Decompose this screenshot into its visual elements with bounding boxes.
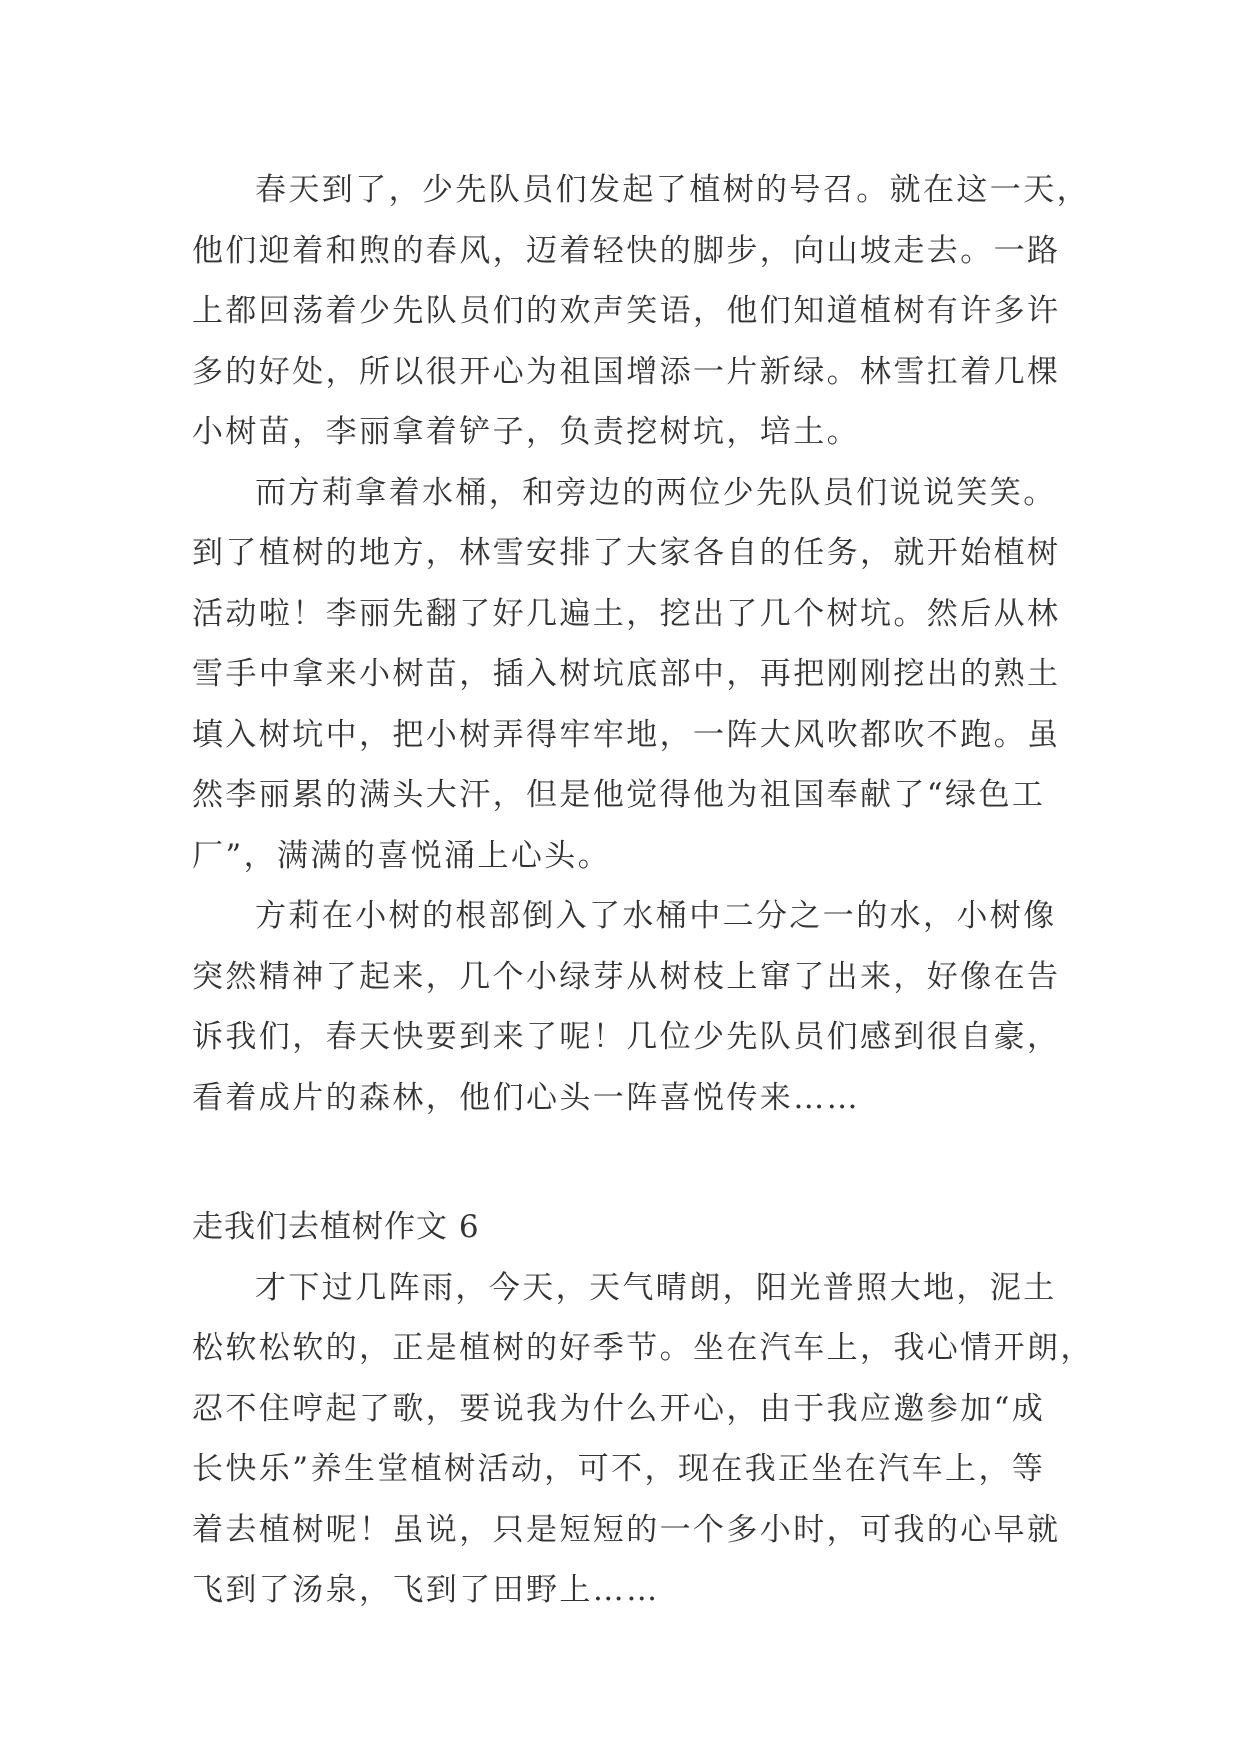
paragraph-line: 长快乐”养生堂植树活动，可不，现在我正坐在汽车上，等 bbox=[192, 1451, 1046, 1487]
paragraph-line: 突然精神了起来，几个小绿芽从树枝上窜了出来，好像在告 bbox=[192, 958, 1061, 995]
paragraph-line: 诉我们，春天快要到来了呢！几位少先队员们感到很自豪， bbox=[192, 1019, 1061, 1055]
paragraph-line: 他们迎着和煦的春风，迈着轻快的脚步，向山坡走去。一路 bbox=[192, 232, 1061, 269]
section-title: 走我们去植树作文 6 bbox=[192, 1209, 480, 1245]
document-page bbox=[192, 160, 1094, 1621]
paragraph-line: 填入树坑中，把小树弄得牢牢地，一阵大风吹都吹不跑。虽 bbox=[192, 716, 1061, 753]
paragraph-line: 飞到了汤泉，飞到了田野上…… bbox=[192, 1572, 660, 1608]
section-gap bbox=[192, 1128, 1057, 1197]
paragraph-line: 活动啦！李丽先翻了好几遍土，挖出了几个树坑。然后从林 bbox=[192, 595, 1061, 632]
paragraph-line: 方莉在小树的根部倒入了水桶中二分之一的水，小树像 bbox=[255, 898, 1057, 934]
paragraph-line: 而方莉拿着水桶，和旁边的两位少先队员们说说笑笑。 bbox=[255, 474, 1057, 511]
paragraph-line: 小树苗，李丽拿着铲子，负责挖树坑，培土。 bbox=[192, 414, 860, 450]
paragraph-3 bbox=[192, 886, 1061, 1128]
paragraph-2 bbox=[192, 463, 1061, 887]
paragraph-line: 才下过几阵雨，今天，天气晴朗，阳光普照大地，泥土 bbox=[255, 1269, 1057, 1306]
paragraph-line: 到了植树的地方，林雪安排了大家各自的任务，就开始植树 bbox=[192, 535, 1061, 571]
paragraph-line: 忍不住哼起了歌，要说我为什么开心，由于我应邀参加“成 bbox=[192, 1390, 1046, 1427]
paragraph-line: 看着成片的森林，他们心头一阵喜悦传来…… bbox=[192, 1079, 860, 1116]
paragraph-line: 厂”，满满的喜悦涌上心头。 bbox=[192, 837, 612, 874]
paragraph-line: 春天到了，少先队员们发起了植树的号召。就在这一天， bbox=[255, 172, 1090, 208]
paragraph-1 bbox=[192, 160, 1090, 463]
paragraph-line: 雪手中拿来小树苗，插入树坑底部中，再把刚刚挖出的熟土 bbox=[192, 656, 1061, 692]
paragraph-line: 松软松软的，正是植树的好季节。坐在汽车上，我心情开朗， bbox=[192, 1330, 1094, 1366]
paragraph-line: 然李丽累的满头大汗，但是他觉得他为祖国奉献了“绿色工 bbox=[192, 777, 1046, 813]
paragraph-line: 上都回荡着少先队员们的欢声笑语，他们知道植树有许多许 bbox=[192, 293, 1061, 329]
paragraph-4 bbox=[192, 1258, 1094, 1621]
paragraph-line: 多的好处，所以很开心为祖国增添一片新绿。林雪扛着几棵 bbox=[192, 353, 1061, 390]
paragraph-line: 着去植树呢！虽说，只是短短的一个多小时，可我的心早就 bbox=[192, 1511, 1061, 1548]
